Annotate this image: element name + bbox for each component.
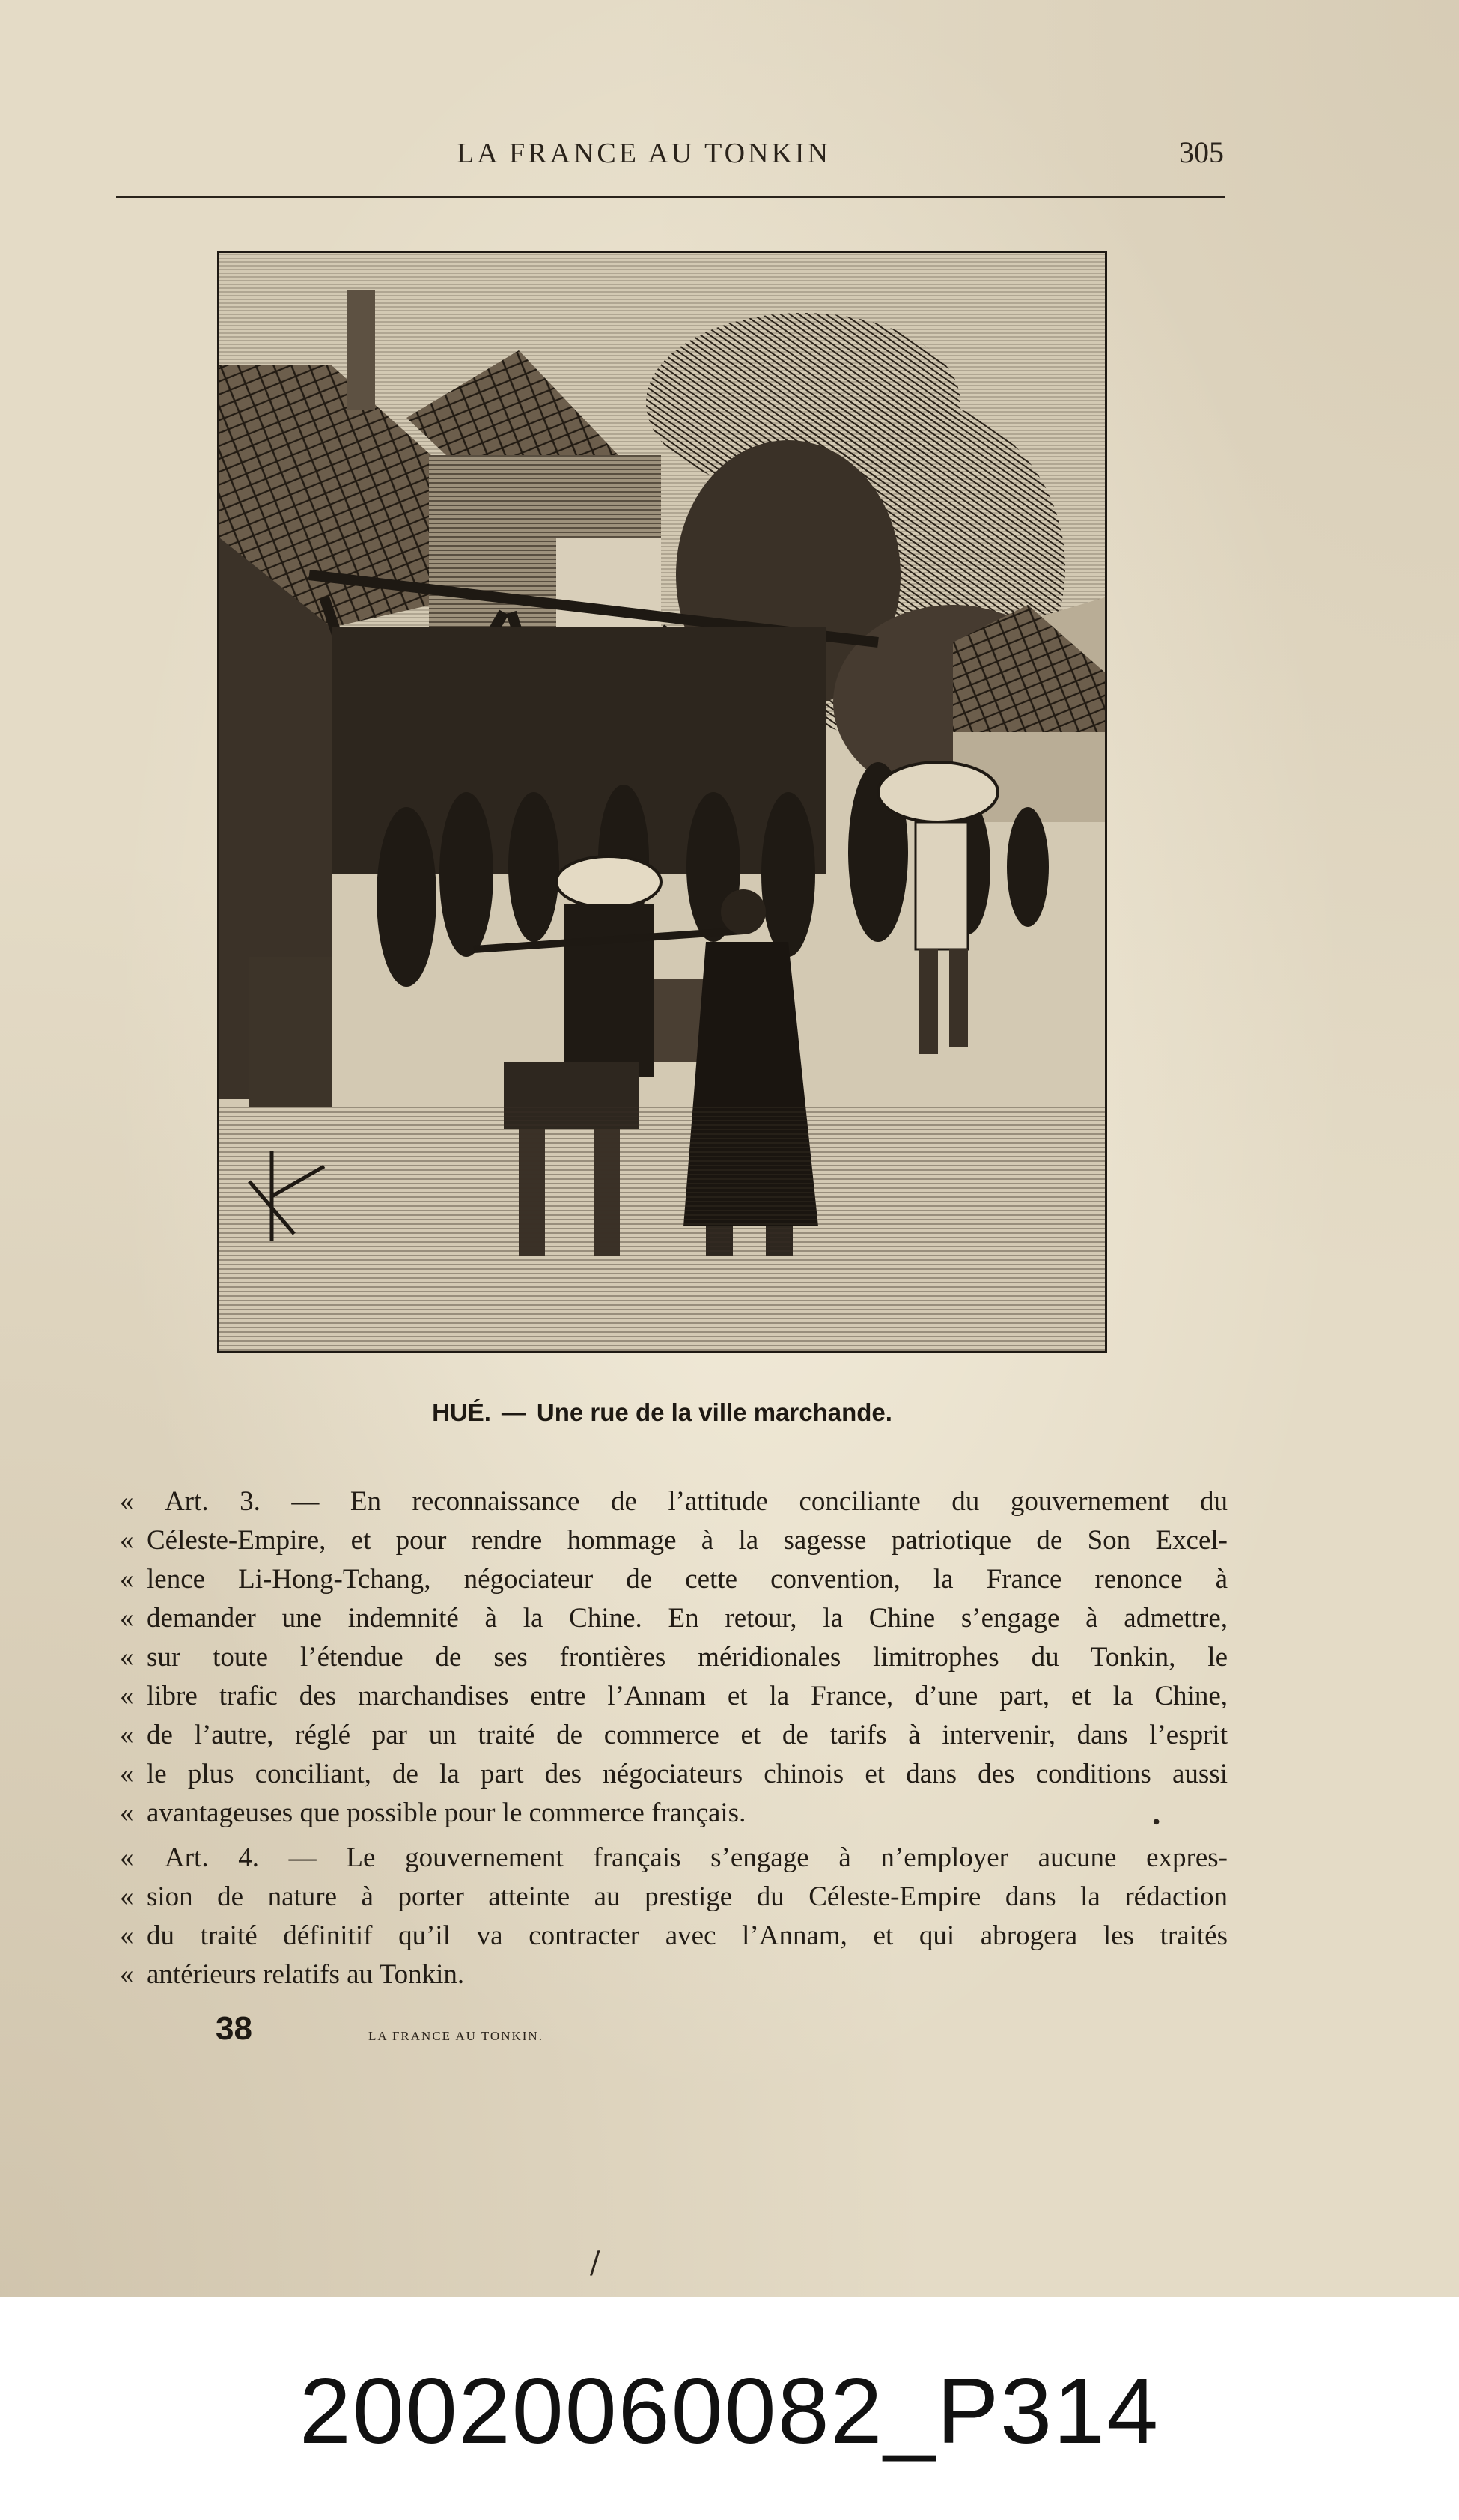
text-line: « demander une indemnité à la Chine. En retour, la Chine s’engage à admettre, [120,1603,1228,1634]
caption-dash: — [501,1399,526,1426]
text-line: « libre trafic des marchandises entre l’Annam et la France, d’une part, et la Chine, [120,1681,1228,1711]
page-number: 305 [1179,136,1224,169]
text-line: « lence Li-Hong-Tchang, négociateur de cette convention, la France renonce à [120,1564,1228,1595]
text-line: « avantageuses que possible pour le commerce français. [120,1798,746,1828]
text-line: « Art. 3. — En reconnaissance de l’attitude conciliante du gouvernement du [120,1486,1228,1517]
ink-spot: • [1151,1812,1163,1834]
text-line: « sion de nature à porter atteinte au prestige du Céleste-Empire dans la rédaction [120,1881,1228,1912]
text-line: « du traité définitif qu’il va contracter avec l’Annam, et qui abrogera les traités [120,1920,1228,1951]
caption-place: HUÉ. [432,1399,491,1426]
signature-title: LA FRANCE AU TONKIN. [368,2029,543,2043]
pencil-mark: / [590,2246,600,2280]
archive-identifier: 20020060082_P314 [299,2360,1160,2463]
illustration-caption [217,1399,1107,1427]
header-rule [116,196,1225,198]
text-line: « Art. 4. — Le gouvernement français s’engage à n’employer aucune expres- [120,1842,1228,1873]
text-line: « Céleste-Empire, et pour rendre hommage à la sagesse patriotique de Son Excel- [120,1525,1228,1556]
text-line: « sur toute l’étendue de ses frontières méridionales limitrophes du Tonkin, le [120,1642,1228,1673]
street-scene-engraving [219,253,1105,1351]
caption-text: Une rue de la ville marchande. [536,1399,892,1426]
signature-number: 38 [216,2010,252,2047]
text-line: « de l’autre, réglé par un traité de commerce et de tarifs à intervenir, dans l’esprit [120,1720,1228,1750]
running-title: LA FRANCE AU TONKIN [456,138,832,169]
text-line: « le plus conciliant, de la part des négociateurs chinois et dans des conditions aussi [120,1759,1228,1789]
treaty-articles [120,1482,1228,1994]
text-line: « antérieurs relatifs au Tonkin. [120,1959,465,1990]
engraving-illustration [217,251,1107,1353]
